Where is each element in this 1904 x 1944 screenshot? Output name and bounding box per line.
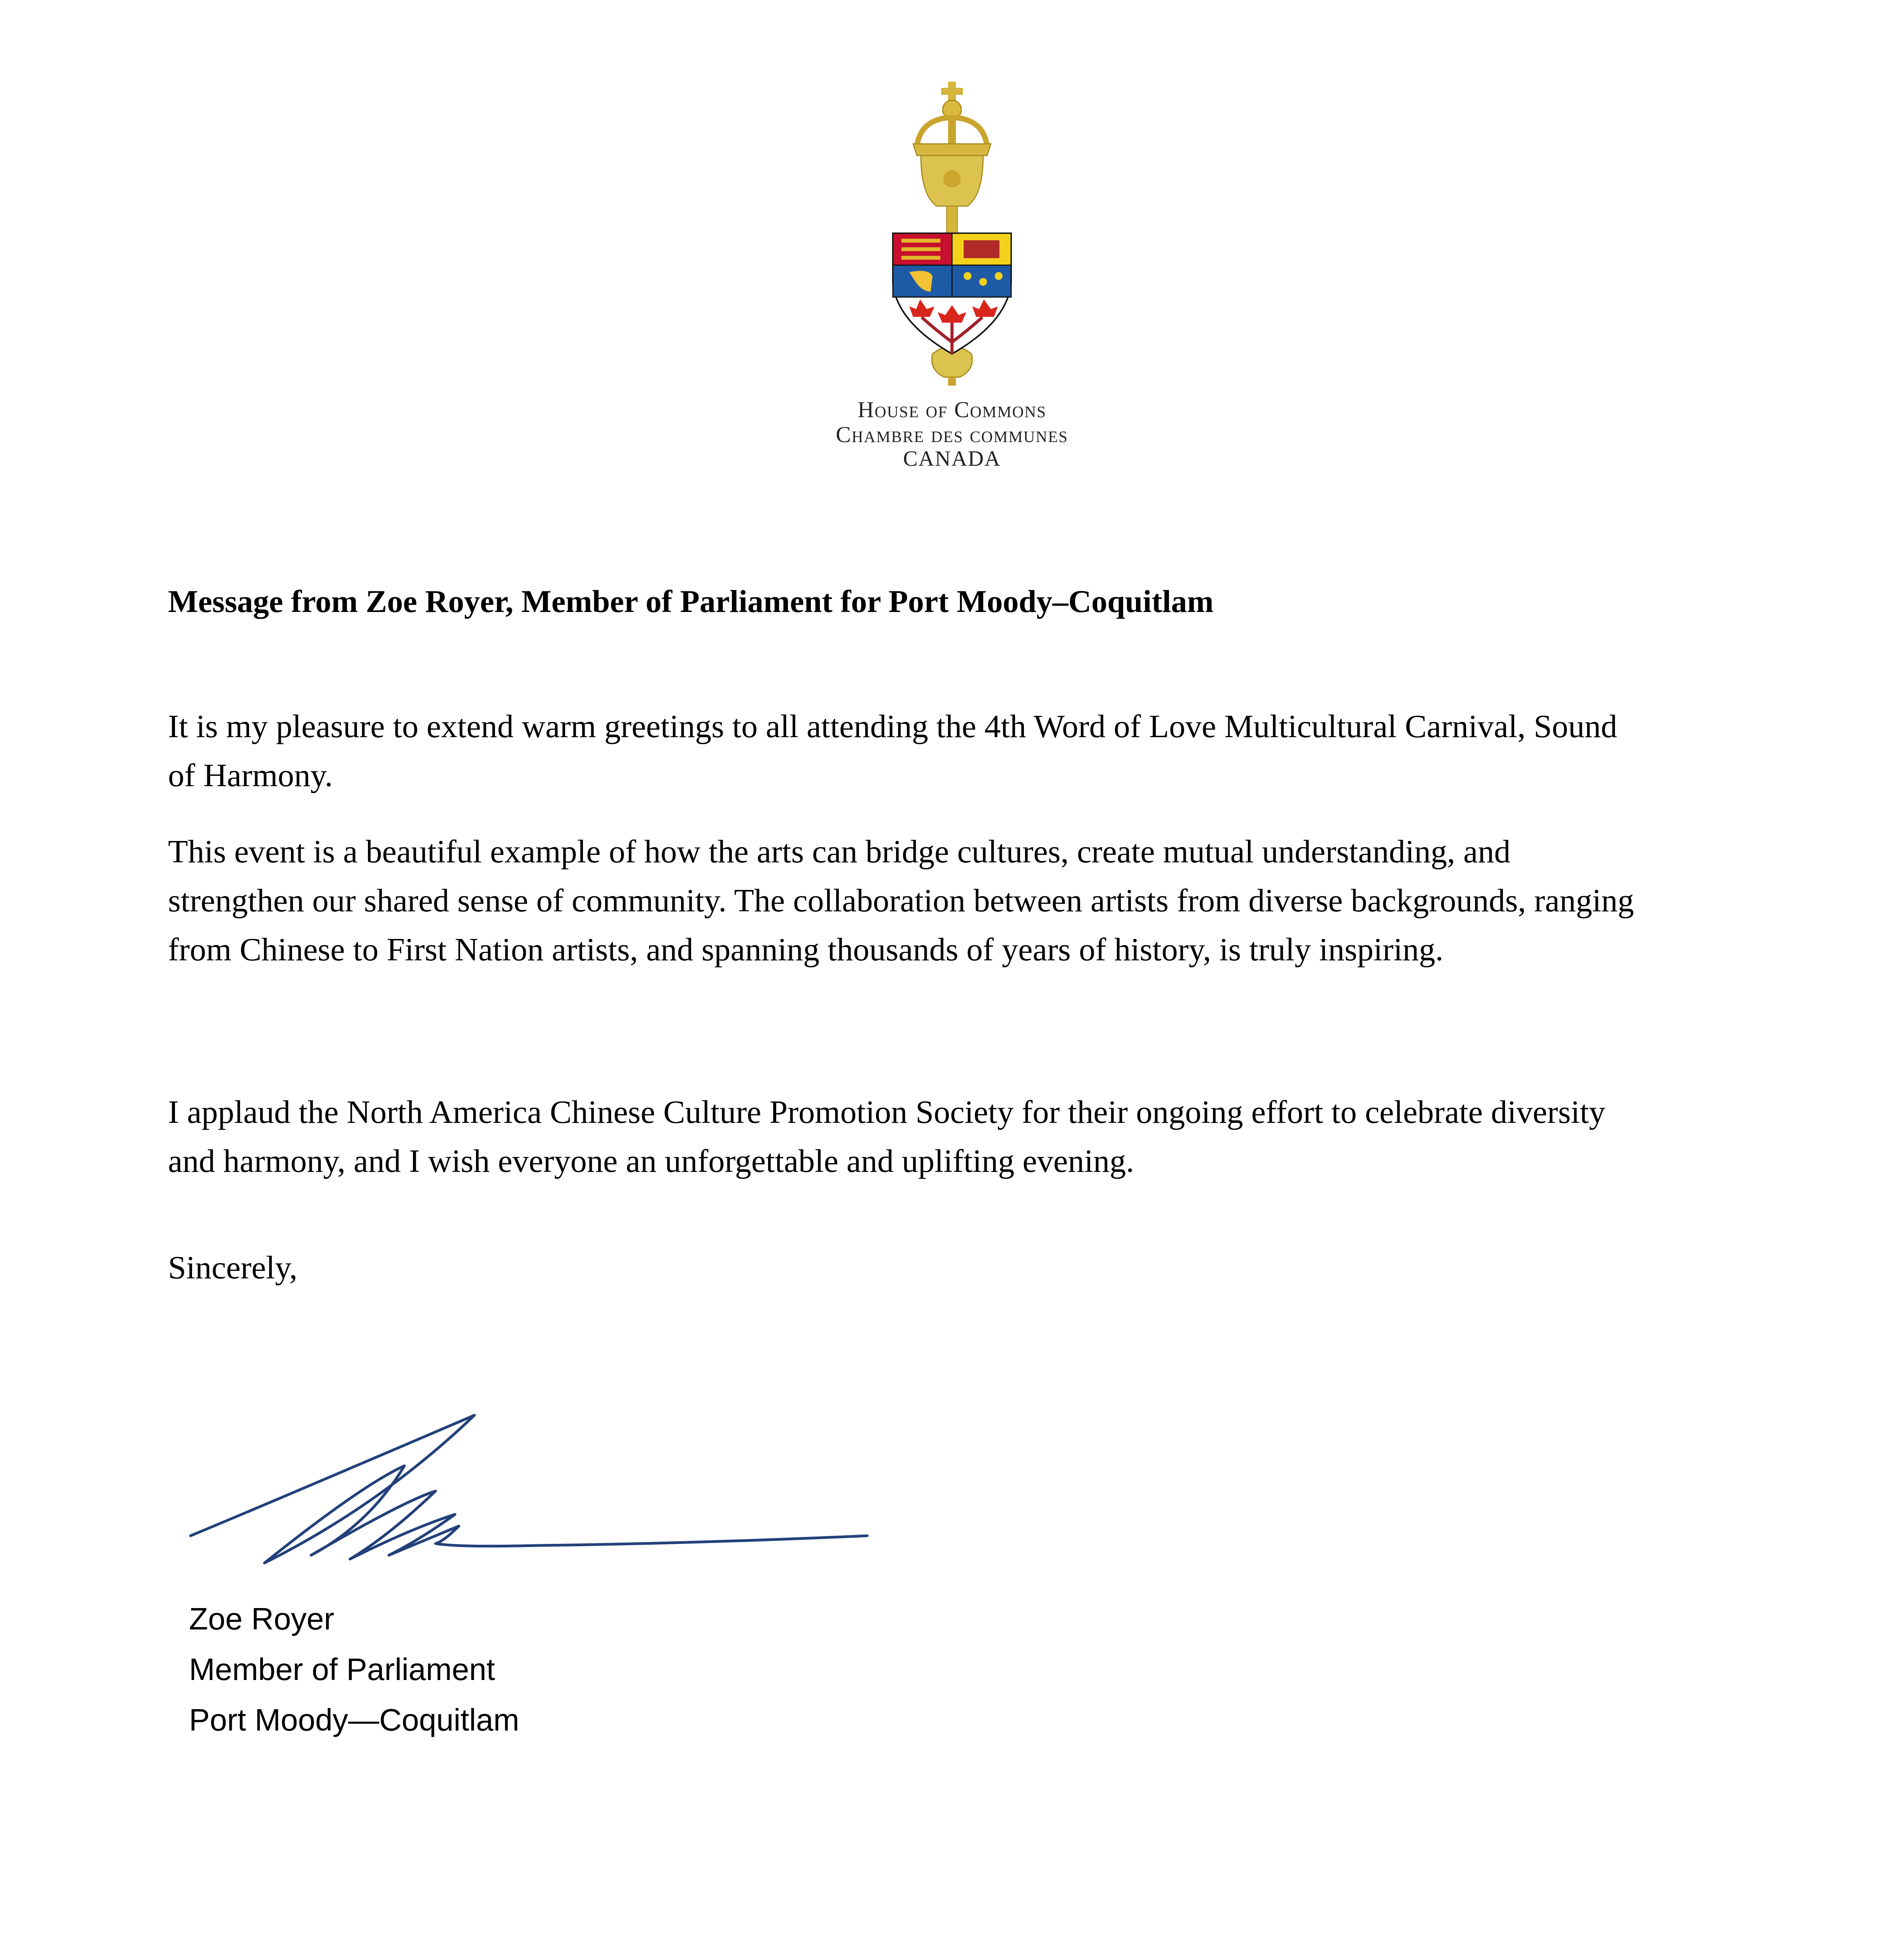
house-of-commons-crest-logo: [890, 82, 1014, 389]
shield-icon: [893, 233, 1011, 354]
body-paragraph-1: It is my pleasure to extend warm greetings to all attending the 4th Word of Love Multicultural Carnival, Sound of Harmony.: [168, 708, 1617, 794]
closing-salutation: Sincerely,: [168, 1250, 298, 1286]
handwritten-signature: [187, 1407, 871, 1571]
signatory-riding: Port Moody—Coquitlam: [189, 1703, 520, 1737]
body-paragraph-3: I applaud the North America Chinese Culture Promotion Society for their ongoing effort to celebrate diversity and harmony, and I wish everyone an unforgettable and uplifting evening.: [168, 1094, 1605, 1179]
signatory-name: Zoe Royer: [189, 1601, 334, 1636]
body-paragraph-2: This event is a beautiful example of how the arts can bridge cultures, create mutual understanding, and strengthen our shared sense of community. The collaboration between artists from diverse backgrounds, ranging from Chinese to First Nation artists, and spanning thousands of years of history, is truly inspiring.: [168, 834, 1634, 968]
letterhead-line-3: CANADA: [903, 447, 1001, 471]
message-heading: Message from Zoe Royer, Member of Parliament for Port Moody–Coquitlam: [168, 584, 1214, 619]
letterhead-line-2: Chambre des communes: [836, 422, 1068, 447]
signatory-title: Member of Parliament: [189, 1652, 495, 1687]
letterhead-line-1: House of Commons: [858, 397, 1046, 422]
